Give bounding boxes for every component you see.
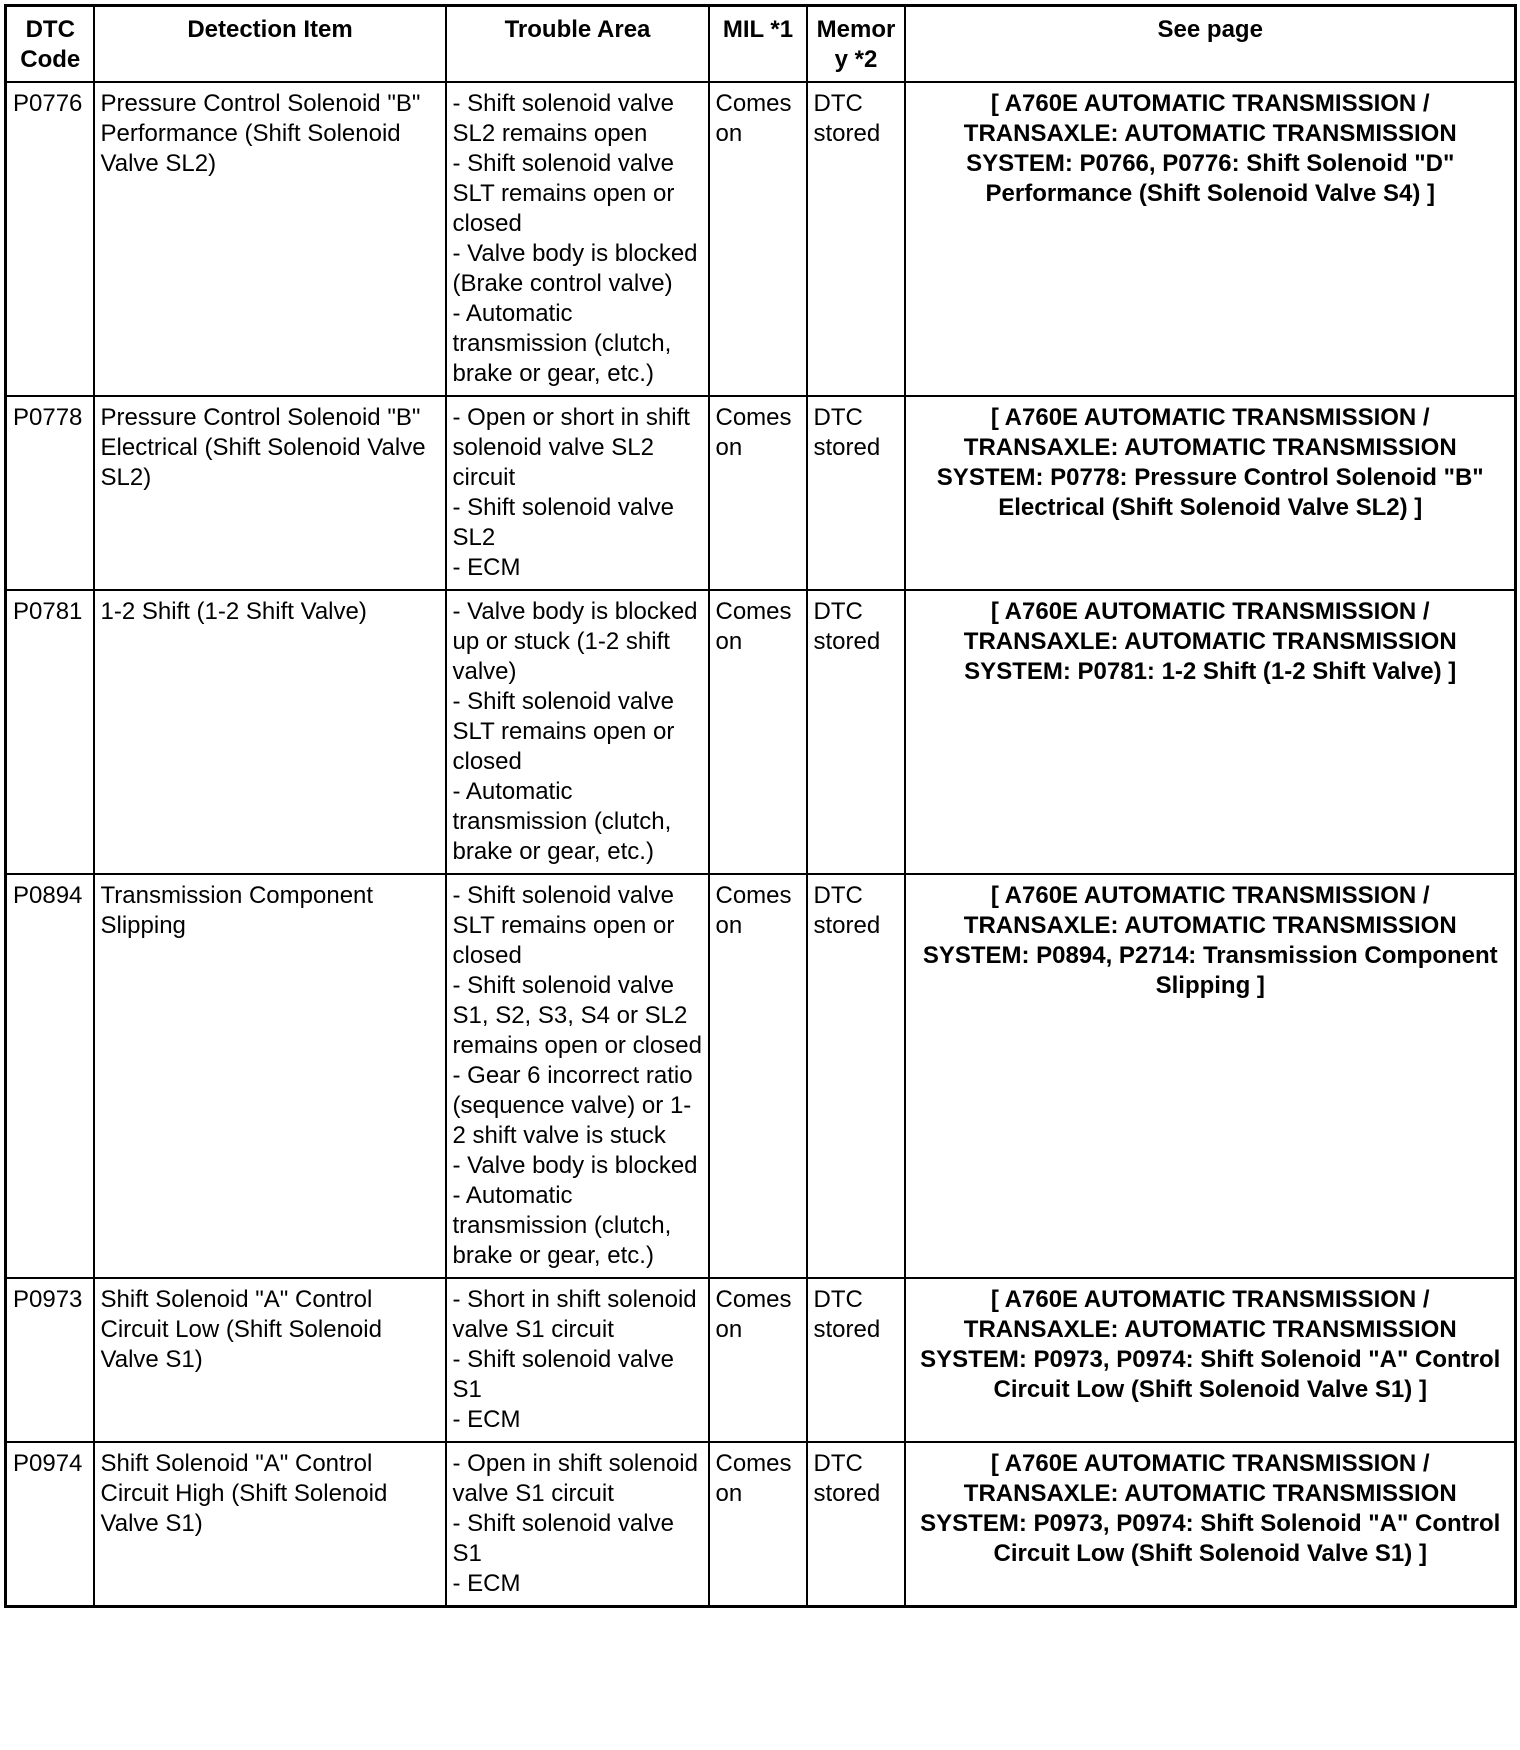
mil-cell: Comes on: [709, 874, 807, 1278]
dtc-code-cell: P0973: [6, 1278, 94, 1442]
trouble-area-line: - ECM: [452, 1570, 521, 1597]
dtc-code-cell: P0781: [6, 590, 94, 874]
table-row: [6, 396, 1516, 590]
trouble-area-cell: [446, 1278, 709, 1442]
memory-cell: DTC stored: [807, 82, 905, 396]
trouble-area-cell: [446, 396, 709, 590]
trouble-area-line: - Shift solenoid valve S1, S2, S3, S4 or SL2 remains open or closed: [452, 972, 702, 1059]
trouble-area-line: - Shift solenoid valve S1: [452, 1346, 674, 1403]
memory-cell: DTC stored: [807, 1442, 905, 1607]
table-row: [6, 1442, 1516, 1607]
memory-cell: DTC stored: [807, 590, 905, 874]
memory-cell: DTC stored: [807, 396, 905, 590]
trouble-area-line: - Valve body is blocked up or stuck (1-2 shift valve): [452, 598, 698, 685]
memory-cell: DTC stored: [807, 874, 905, 1278]
trouble-area-line: - Valve body is blocked (Brake control valve): [452, 240, 698, 297]
trouble-area-line: - Open in shift solenoid valve S1 circuit: [452, 1450, 698, 1507]
see-page-link[interactable]: [ A760E AUTOMATIC TRANSMISSION / TRANSAXLE: AUTOMATIC TRANSMISSION SYSTEM: P0766, P0776: Shift Solenoid "D" Performance (Shift Solenoid Valve S4) ]: [905, 82, 1516, 396]
detection-item-cell: Pressure Control Solenoid "B" Electrical (Shift Solenoid Valve SL2): [94, 396, 446, 590]
trouble-area-cell: [446, 590, 709, 874]
header-row: [6, 6, 1516, 83]
dtc-code-cell: P0776: [6, 82, 94, 396]
table-row: [6, 874, 1516, 1278]
trouble-area-cell: [446, 1442, 709, 1607]
see-page-link[interactable]: [ A760E AUTOMATIC TRANSMISSION / TRANSAXLE: AUTOMATIC TRANSMISSION SYSTEM: P0781: 1-2 Shift (1-2 Shift Valve) ]: [905, 590, 1516, 874]
see-page-link[interactable]: [ A760E AUTOMATIC TRANSMISSION / TRANSAXLE: AUTOMATIC TRANSMISSION SYSTEM: P0973, P0974: Shift Solenoid "A" Control Circuit Low (Shift Solenoid Valve S1) ]: [905, 1278, 1516, 1442]
trouble-area-line: - Automatic transmission (clutch, brake or gear, etc.): [452, 778, 672, 865]
mil-cell: Comes on: [709, 590, 807, 874]
trouble-area-line: - ECM: [452, 554, 521, 581]
table-row: [6, 1278, 1516, 1442]
detection-item-cell: Shift Solenoid "A" Control Circuit High (Shift Solenoid Valve S1): [94, 1442, 446, 1607]
mil-cell: Comes on: [709, 82, 807, 396]
trouble-area-line: - Short in shift solenoid valve S1 circuit: [452, 1286, 697, 1343]
header-mil: MIL *1: [709, 6, 807, 83]
trouble-area-line: - Gear 6 incorrect ratio (sequence valve) or 1-2 shift valve is stuck: [452, 1062, 693, 1149]
memory-cell: DTC stored: [807, 1278, 905, 1442]
detection-item-cell: 1-2 Shift (1-2 Shift Valve): [94, 590, 446, 874]
trouble-area-line: - Automatic transmission (clutch, brake or gear, etc.): [452, 1182, 672, 1269]
dtc-table-container: [4, 4, 1514, 1608]
trouble-area-line: - Shift solenoid valve SLT remains open or closed: [452, 150, 675, 237]
trouble-area-line: - ECM: [452, 1406, 521, 1433]
trouble-area-line: - Valve body is blocked: [452, 1152, 698, 1179]
mil-cell: Comes on: [709, 1278, 807, 1442]
trouble-area-line: - Shift solenoid valve SLT remains open or closed: [452, 688, 675, 775]
header-trouble-area: Trouble Area: [446, 6, 709, 83]
trouble-area-cell: [446, 874, 709, 1278]
detection-item-cell: Transmission Component Slipping: [94, 874, 446, 1278]
mil-cell: Comes on: [709, 1442, 807, 1607]
header-dtc-code: DTC Code: [6, 6, 94, 83]
header-see-page: See page: [905, 6, 1516, 83]
header-memory: Memory *2: [807, 6, 905, 83]
detection-item-cell: Pressure Control Solenoid "B" Performance (Shift Solenoid Valve SL2): [94, 82, 446, 396]
see-page-link[interactable]: [ A760E AUTOMATIC TRANSMISSION / TRANSAXLE: AUTOMATIC TRANSMISSION SYSTEM: P0894, P2714: Transmission Component Slipping ]: [905, 874, 1516, 1278]
trouble-area-line: - Shift solenoid valve SL2: [452, 494, 674, 551]
trouble-area-cell: [446, 82, 709, 396]
trouble-area-line: - Shift solenoid valve SL2 remains open: [452, 90, 674, 147]
trouble-area-line: - Shift solenoid valve SLT remains open or closed: [452, 882, 675, 969]
see-page-link[interactable]: [ A760E AUTOMATIC TRANSMISSION / TRANSAXLE: AUTOMATIC TRANSMISSION SYSTEM: P0973, P0974: Shift Solenoid "A" Control Circuit Low (Shift Solenoid Valve S1) ]: [905, 1442, 1516, 1607]
dtc-table: [4, 4, 1517, 1608]
trouble-area-line: - Automatic transmission (clutch, brake or gear, etc.): [452, 300, 672, 387]
trouble-area-line: - Open or short in shift solenoid valve SL2 circuit: [452, 404, 690, 491]
table-row: [6, 590, 1516, 874]
see-page-link[interactable]: [ A760E AUTOMATIC TRANSMISSION / TRANSAXLE: AUTOMATIC TRANSMISSION SYSTEM: P0778: Pressure Control Solenoid "B" Electrical (Shift Solenoid Valve SL2) ]: [905, 396, 1516, 590]
dtc-code-cell: P0778: [6, 396, 94, 590]
detection-item-cell: Shift Solenoid "A" Control Circuit Low (Shift Solenoid Valve S1): [94, 1278, 446, 1442]
trouble-area-line: - Shift solenoid valve S1: [452, 1510, 674, 1567]
dtc-code-cell: P0974: [6, 1442, 94, 1607]
table-row: [6, 82, 1516, 396]
header-detection-item: Detection Item: [94, 6, 446, 83]
mil-cell: Comes on: [709, 396, 807, 590]
dtc-code-cell: P0894: [6, 874, 94, 1278]
